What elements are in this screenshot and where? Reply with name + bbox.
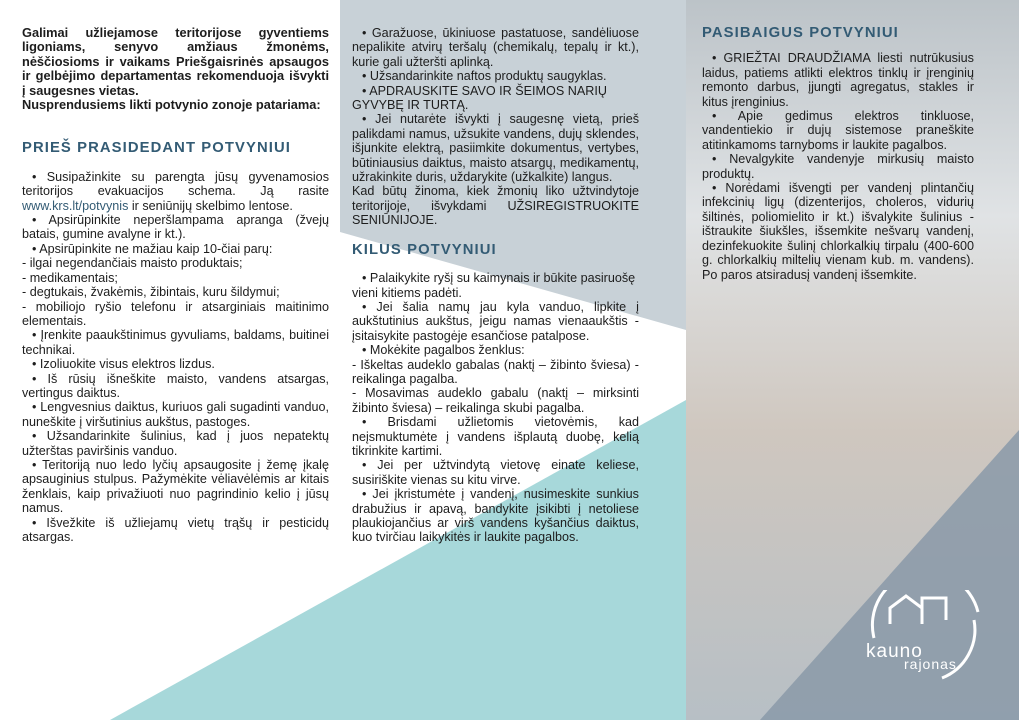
bullet-item: • Apsirūpinkite neperšlampama apranga (žvejų batais, gumine avalyne ir kt.). — [22, 213, 329, 242]
bullet-item: • Norėdami išvengti per vandenį plintančių infekcinių ligų (dizenterijos, choleros, vidurių šiltinės, poliomielito ir kt.) išvalykite šulinius - ištraukite šiukšles, išsemkite nešvarų vandenį, dezinfekuokite šulinį chlorkalkių tirpalu (400-600 g. chlorkalkių miltelių vienam kub. m. vandens). Po paros atsiradusį vandenį išsemkite. — [702, 181, 974, 282]
dash-item: - medikamentais; — [22, 270, 118, 285]
bullet-item: • Apsirūpinkite ne mažiau kaip 10-čiai parų: — [22, 242, 329, 256]
dash-item: - degtukais, žvakėmis, žibintais, kuru šildymui; — [22, 285, 280, 300]
bullet-item: • Jei nutarėte išvykti į saugesnę vietą, prieš palikdami namus, užsukite vandens, dujų sklendes, išjunkite elektrą, pasiimkite dokumentus, vertybes, būtiniausius daiktus, maisto atsargų, medikamentų, užrakinkite duris, uždarykite (užkalkite) langus. — [352, 112, 639, 184]
dash-item: - ilgai negendančiais maisto produktais; — [22, 256, 243, 271]
logo-text-rajonas: rajonas — [904, 656, 957, 672]
bullet-item: • Teritoriją nuo ledo lyčių apsaugosite į žemę įkalę apsauginius stulpus. Pažymėkite vėliavėlėmis ar kitais ženklais, kaip privažiuoti nuo pagrindinio kelio į jūsų namus. — [22, 458, 329, 516]
column-after-flood — [702, 26, 974, 282]
bullet-item: • Jei šalia namų jau kyla vanduo, lipkite į aukštutinius aukštus, jeigu namas vienaaukštis - įsitaisykite pastogėje esančiose patalpose. — [352, 300, 639, 343]
flood-info-link[interactable]: www.krs.lt/potvynis — [22, 198, 129, 213]
bullet-item: • GRIEŽTAI DRAUDŽIAMA liesti nutrūkusius laidus, patiems atlikti elektros tinklų ir įrenginių remonto darbus, įjungti agregatus, stakles ir kitus įrenginius. — [702, 51, 974, 109]
heading-before-flood: PRIEŠ PRASIDEDANT POTVYNIUI — [22, 140, 291, 157]
bullet-item: • Susipažinkite su parengta jūsų gyvenamosios teritorijos evakuacijos schema. Ją rasite www.krs.lt/potvynis ir seniūnijų skelbimo lentose. — [22, 170, 329, 213]
registration-note: Kad būtų žinoma, kiek žmonių liko užtvindytoje teritorijoje, išvykdami UŽSIREGISTRUOKITE SENIŪNIJOJE. — [352, 184, 639, 228]
heading-after-flood: PASIBAIGUS POTVYNIUI — [702, 25, 899, 41]
bullet-item: • Brisdami užlietomis vietovėmis, kad neįsmuktumėte į vandens išplautą duobę, kelią tikrinkite kartimi. — [352, 415, 639, 458]
bullet-item: • Įrenkite paaukštinimus gyvuliams, baldams, buitinei technikai. — [22, 328, 329, 357]
bullet-item: • Išvežkite iš užliejamų vietų trąšų ir pesticidų atsargas. — [22, 516, 329, 545]
dash-item: - mobiliojo ryšio telefonu ir atsarginiais maitinimo elementais. — [22, 299, 329, 328]
bullet-item: • Mokėkite pagalbos ženklus: — [352, 343, 639, 357]
bullet-item: • Palaikykite ryšį su kaimynais ir būkite pasiruošę vieni kitiems padėti. — [352, 271, 639, 300]
intro-text: Galimai užliejamose teritorijose gyventiems ligoniams, senyvo amžiaus žmonėms, nėščiosioms ir vaikams Priešgaisrinės apsaugos ir gelbėjimo departamentas rekomenduoja išvykti į saugesnes vietas. — [22, 25, 329, 98]
intro-text-2: Nusprendusiems likti potvynio zonoje patariama: — [22, 97, 321, 113]
column-during-flood — [352, 26, 639, 545]
bullet-item: • Nevalgykite vandenyje mirkusių maisto produktų. — [702, 152, 974, 181]
bullet-item: • APDRAUSKITE SAVO IR ŠEIMOS NARIŲ GYVYBĘ IR TURTĄ. — [352, 84, 639, 113]
bullet-item: • Užsandarinkite šulinius, kad į juos nepatektų užterštas paviršinis vanduo. — [22, 429, 329, 458]
bullet-item: • Lengvesnius daiktus, kuriuos gali sugadinti vanduo, nuneškite į viršutinius aukštus, pastoges. — [22, 400, 329, 429]
column-before-flood — [22, 26, 329, 544]
bullet-item: • Jei įkristumėte į vandenį, nusimeskite sunkius drabužius ir apavą, bandykite įsikibti į netoliese plaukiojančius ar virš vandens kyšančius daiktus, kuo tvirčiau laikykitės ir laukite pagalbos. — [352, 487, 639, 545]
bullet-item: • Jei per užtvindytą vietovę einate keliese, susiriškite vienas su kitu virve. — [352, 458, 639, 487]
dash-item: - Mosavimas audeklo gabalu (naktį – mirksinti žibinto šviesa) – reikalinga skubi pagalba. — [352, 386, 639, 415]
heading-during-flood: KILUS POTVYNIUI — [352, 241, 497, 258]
bullet-item: • Apie gedimus elektros tinkluose, vandentiekio ir dujų sistemose praneškite atitinkamoms tarnyboms ir laukite pagalbos. — [702, 109, 974, 152]
bullet-item: • Izoliuokite visus elektros lizdus. — [22, 357, 329, 371]
dash-item: - Iškeltas audeklo gabalas (naktį – žibinto šviesa) - reikalinga pagalba. — [352, 357, 639, 386]
bullet-item: • Garažuose, ūkiniuose pastatuose, sandėliuose nepalikite atvirų teršalų (chemikalų, tepalų ir kt.), kurie gali užteršti aplinką. — [352, 26, 639, 69]
logo-text-kauno: kauno — [866, 641, 923, 662]
bullet-item: • Užsandarinkite naftos produktų saugyklas. — [352, 69, 639, 83]
bullet-item: • Iš rūsių išneškite maisto, vandens atsargas, vertingus daiktus. — [22, 372, 329, 401]
